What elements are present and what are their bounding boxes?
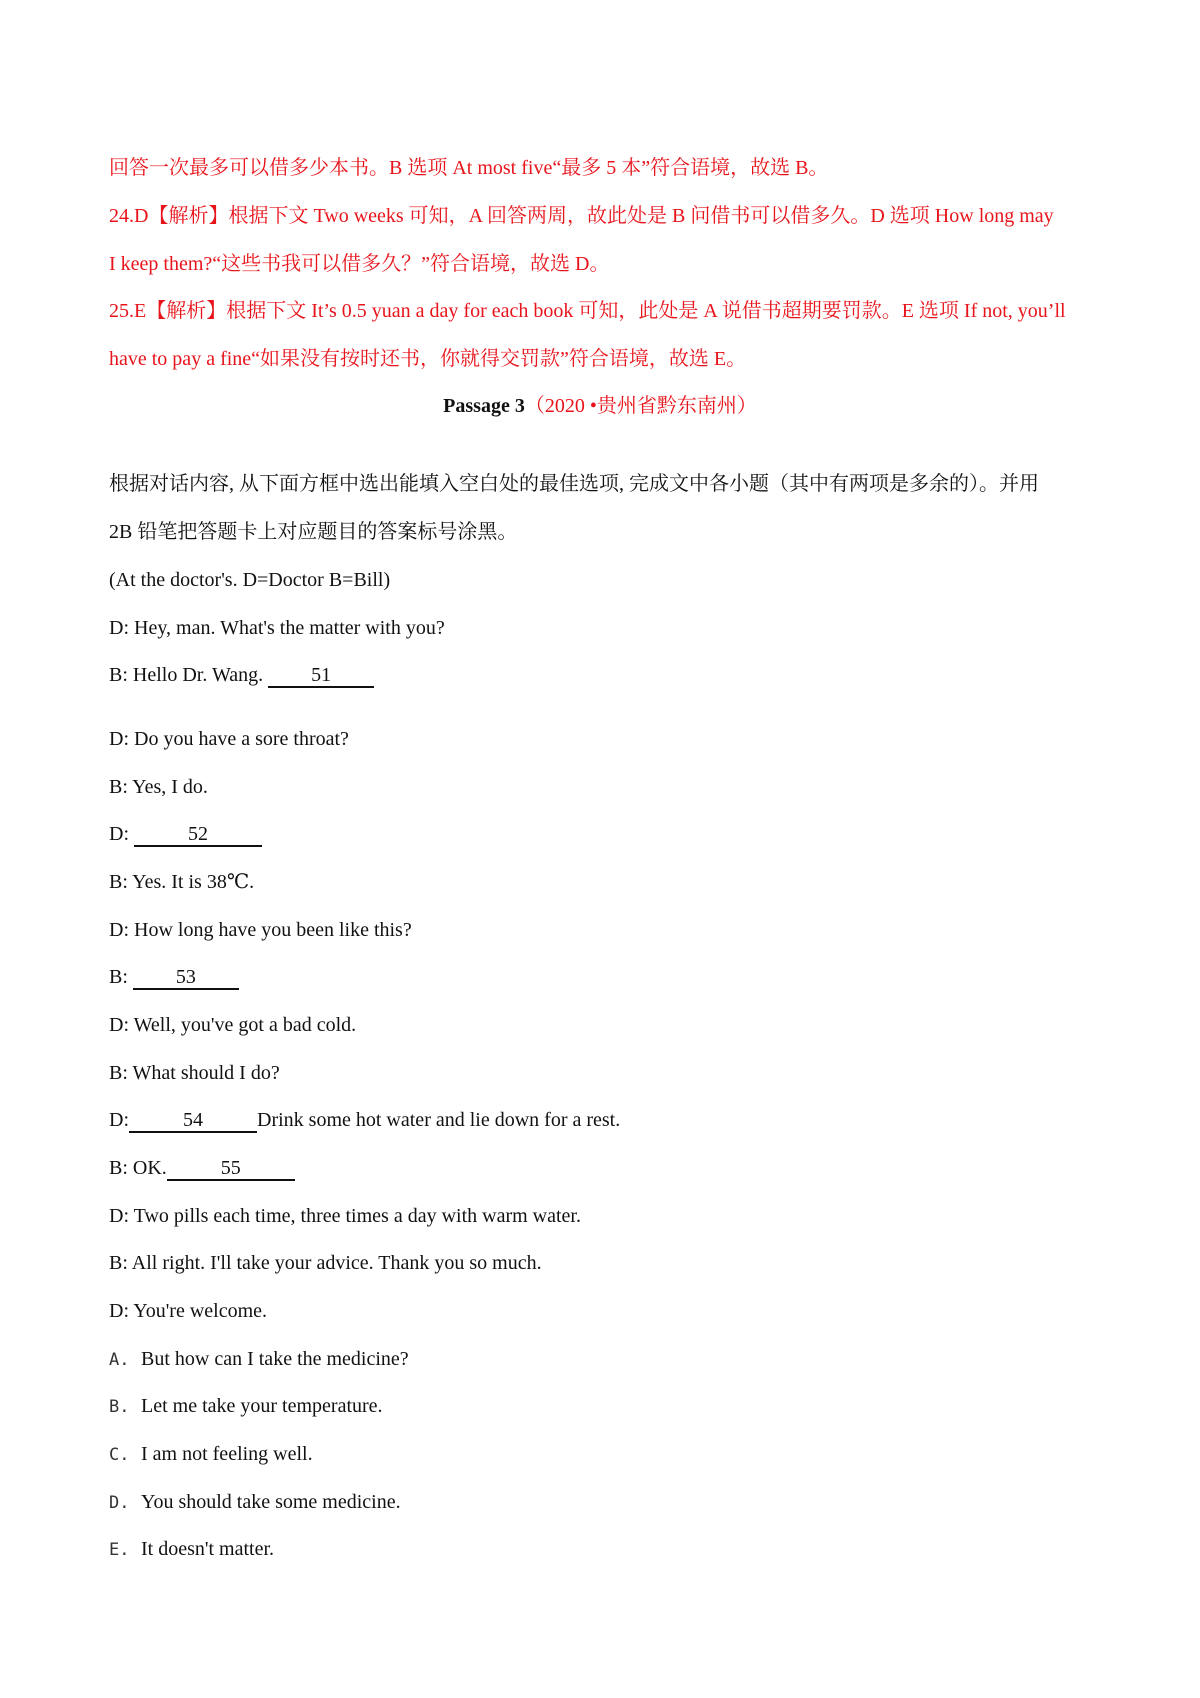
dialogue-line: B: Yes. It is 38℃.: [109, 871, 255, 893]
answer-25-line-2: have to pay a fine“如果没有按时还书，你就得交罚款”符合语境，故选 E。: [109, 348, 747, 370]
dialogue-line: B: Yes, I do.: [109, 776, 208, 798]
option-item: [109, 1535, 274, 1564]
dialogue-text: B: Hello Dr. Wang.: [109, 664, 269, 686]
dialogue-text: D:: [109, 823, 134, 845]
dialogue-line: D: Hey, man. What's the matter with you?: [109, 617, 445, 639]
blank-55: 55: [167, 1157, 295, 1181]
option-letter: D.: [109, 1493, 130, 1513]
dialogue-text: D:: [109, 1109, 129, 1131]
dialogue-text: B: OK.: [109, 1157, 167, 1179]
dialogue-line: D: Do you have a sore throat?: [109, 728, 349, 750]
blank-54: 54: [129, 1109, 257, 1133]
answer-25-line-1: 25.E【解析】根据下文 It’s 0.5 yuan a day for each book 可知，此处是 A 说借书超期要罚款。E 选项 If not, you’ll: [109, 300, 1066, 322]
option-item: [109, 1392, 383, 1421]
instructions-line-1: 根据对话内容, 从下面方框中选出能填入空白处的最佳选项, 完成文中各小题（其中有两项是多余的）。并用: [109, 473, 1039, 495]
option-text: I am not feeling well.: [141, 1443, 313, 1465]
dialogue-line: D: You're welcome.: [109, 1300, 268, 1322]
dialogue-line: [109, 1106, 620, 1134]
option-text: You should take some medicine.: [141, 1491, 401, 1513]
dialogue-line: [109, 1154, 295, 1182]
dialogue-text: Drink some hot water and lie down for a rest.: [257, 1109, 621, 1131]
passage-source: （2020 •贵州省黔东南州）: [524, 395, 757, 417]
passage-title: Passage 3: [443, 395, 525, 417]
option-letter: B.: [109, 1397, 130, 1417]
option-item: [109, 1440, 313, 1469]
answer-explanation-line: 回答一次最多可以借多少本书。B 选项 At most five“最多 5 本”符合语境，故选 B。: [109, 157, 829, 179]
instructions-line-2: 2B 铅笔把答题卡上对应题目的答案标号涂黑。: [109, 521, 518, 543]
dialogue-line: D: Well, you've got a bad cold.: [109, 1014, 357, 1036]
option-letter: A.: [109, 1350, 130, 1370]
answer-24-line-1: 24.D【解析】根据下文 Two weeks 可知，A 回答两周，故此处是 B 问借书可以借多久。D 选项 How long may: [109, 205, 1054, 227]
option-item: [109, 1488, 401, 1517]
dialogue-line: B: What should I do?: [109, 1062, 280, 1084]
option-text: It doesn't matter.: [141, 1538, 275, 1560]
option-text: Let me take your temperature.: [141, 1395, 383, 1417]
dialogue-line: D: Two pills each time, three times a day with warm water.: [109, 1205, 581, 1227]
passage-heading: [0, 392, 1200, 420]
dialogue-text: B:: [109, 966, 133, 988]
blank-52: 52: [134, 823, 262, 847]
option-item: [109, 1345, 409, 1374]
answer-24-line-2: I keep them?“这些书我可以借多久？”符合语境，故选 D。: [109, 253, 610, 275]
dialogue-line: [109, 820, 262, 848]
dialogue-setting: (At the doctor's. D=Doctor B=Bill): [109, 569, 391, 591]
option-text: But how can I take the medicine?: [141, 1348, 409, 1370]
dialogue-line: [109, 661, 374, 689]
blank-53: 53: [133, 966, 239, 990]
dialogue-line: B: All right. I'll take your advice. Thank you so much.: [109, 1252, 542, 1274]
option-letter: E.: [109, 1540, 130, 1560]
dialogue-line: D: How long have you been like this?: [109, 919, 412, 941]
blank-51: 51: [268, 664, 374, 688]
dialogue-line: [109, 963, 239, 991]
option-letter: C.: [109, 1445, 130, 1465]
